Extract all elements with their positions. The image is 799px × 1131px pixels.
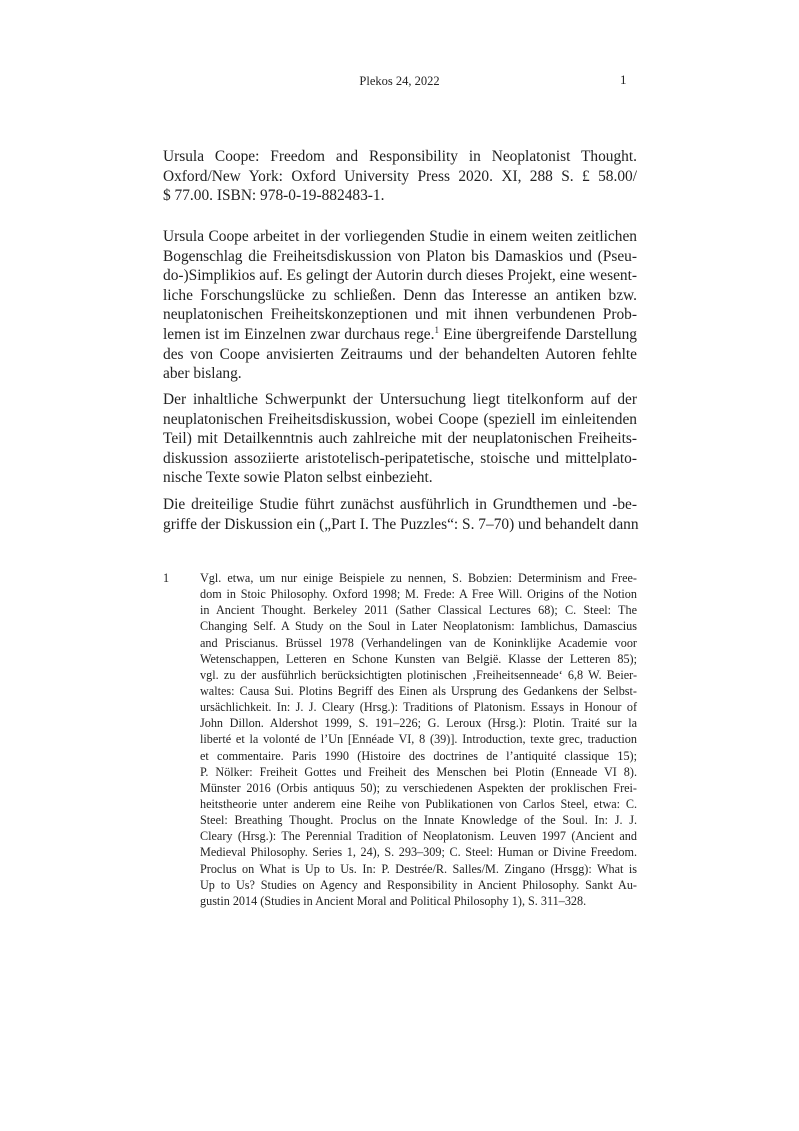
title-line: $ 77.00. ISBN: 978-0-19-882483-1. <box>163 187 385 205</box>
text-line: Teil) mit Detailkenntnis auch zahlreiche mit der neuplatonischen Freiheits- <box>163 430 637 448</box>
paragraph-1 <box>163 227 637 384</box>
footnote-line: Medieval Philosophy. Series 1, 24), S. 293–309; C. Steel: Human or Divine Freedom. <box>200 845 637 860</box>
footnote-line: heitstheorie unter anderem eine Reihe von Publikationen von Carlos Steel, etwa: C. <box>200 796 637 811</box>
text-line: Die dreiteilige Studie führt zunächst ausführlich in Grundthemen und -be- <box>163 496 637 513</box>
footnote-line: Cleary (Hrsg.): The Perennial Tradition of Neoplatonism. Leuven 1997 (Ancient and <box>200 829 637 844</box>
title-line: Oxford/New York: Oxford University Press 2020. XI, 288 S. £ 58.00/ <box>163 167 637 185</box>
paragraph-2 <box>163 390 637 488</box>
footnote-line: waltes: Causa Sui. Plotins Begriff des Einen als Ursprung des Gedankens der Selbst- <box>200 683 637 698</box>
text-line <box>163 325 637 345</box>
text-line: diskussion assoziierte aristotelisch-peripatetische, stoische und mittelplato- <box>163 449 637 467</box>
title-line: Ursula Coope: Freedom and Responsibility in Neoplatonist Thought. <box>163 148 637 165</box>
page-number: 1 <box>620 72 627 87</box>
footnote-line: Changing Self. A Study on the Soul in Later Neoplatonism: Iamblichus, Damascius <box>200 619 637 634</box>
footnote-text <box>200 570 637 909</box>
text-line: aber bislang. <box>163 365 242 383</box>
running-header: Plekos 24, 2022 <box>359 74 440 88</box>
footnote-line: Up to Us? Studies on Agency and Responsibility in Ancient Philosophy. Sankt Au- <box>200 877 637 892</box>
text-line: griffe der Diskussion ein („Part I. The Puzzles“: S. 7–70) und behandelt dann <box>163 515 639 533</box>
footnote-line: et commentaire. Paris 1990 (Histoire des doctrines de l’antiquité classique 15); <box>200 748 637 763</box>
footnote-line: vgl. zu der ausführlich berücksichtigten plotinischen ‚Freiheitsenneade‘ 6,8 W. Beier- <box>200 667 637 682</box>
text-line: nische Texte sowie Platon selbst einbezieht. <box>163 469 433 487</box>
text-line: Bogenschlag die Freiheitsdiskussion von Platon bis Damaskios und (Pseu- <box>163 247 637 265</box>
footnote-line: Münster 2016 (Orbis antiquus 50); zu verschiedenen Aspekten der proklischen Frei- <box>200 780 637 795</box>
footnote-line: dom in Stoic Philosophy. Oxford 1998; M. Frede: A Free Will. Origins of the Notion <box>200 587 637 602</box>
footnote-line: P. Nölker: Freiheit Gottes und Freiheit des Menschen bei Plotin (Enneade VI 8). <box>200 764 637 779</box>
footnote-line: Vgl. etwa, um nur einige Beispiele zu nennen, S. Bobzien: Determinism and Free- <box>200 571 637 585</box>
paragraph-3 <box>163 495 637 534</box>
footnote-line: Proclus on What is Up to Us. In: P. Destrée/R. Salles/M. Zingano (Hrsgg): What is <box>200 861 637 876</box>
text-line: liche Forschungslücke zu schließen. Denn das Interesse an antiken bzw. <box>163 286 637 304</box>
footnote-line: in Ancient Thought. Berkeley 2011 (Sather Classical Lectures 68); C. Steel: The <box>200 603 637 618</box>
text-line: neuplatonischen Freiheitskonzeptionen und mit ihnen verbundenen Prob- <box>163 306 637 324</box>
footnote-line: John Dillon. Aldershot 1999, S. 191–226; G. Leroux (Hrsg.): Plotin. Traité sur la <box>200 716 637 731</box>
footnote-line: and Priscianus. Brüssel 1978 (Verhandelingen van de Koninklijke Academie voor <box>200 635 637 650</box>
footnote-line: Steel: Breathing Thought. Proclus on the Innate Knowledge of the Soul. In: J. J. <box>200 813 637 828</box>
text-segment: Eine übergreifende Darstellung <box>438 325 637 343</box>
text-line: do-)Simplikios auf. Es gelingt der Autorin durch dieses Projekt, eine wesent- <box>163 267 637 285</box>
footnote-number: 1 <box>163 571 170 585</box>
text-line: des von Coope anvisierten Zeitraums und der behandelten Autoren fehlte <box>163 345 637 363</box>
text-line: Ursula Coope arbeitet in der vorliegenden Studie in einem weiten zeitlichen <box>163 228 637 245</box>
review-title <box>163 147 637 206</box>
footnote-line: ursächlichkeit. In: J. J. Cleary (Hrsg.): Traditions of Platonism. Essays in Honour of <box>200 700 637 715</box>
text-line: Der inhaltliche Schwerpunkt der Untersuchung liegt titelkonform auf der <box>163 391 637 408</box>
footnote-line: liberté et la volonté de l’Un [Ennéade VI, 8 (39)]. Introduction, texte grec, traduction <box>200 732 637 747</box>
text-segment: lemen ist im Einzelnen zwar durchaus rege. <box>163 325 435 343</box>
footnote-line: Wetenschappen, Letteren en Schone Kunsten van België. Klasse der Letteren 85); <box>200 651 637 666</box>
footnote-line: gustin 2014 (Studies in Ancient Moral and Political Philosophy 1), S. 311–328. <box>200 893 587 908</box>
text-line: neuplatonischen Freiheitsdiskussion, wobei Coope (speziell im einleitenden <box>163 410 637 428</box>
footnote-reference[interactable]: 1 <box>434 324 439 335</box>
